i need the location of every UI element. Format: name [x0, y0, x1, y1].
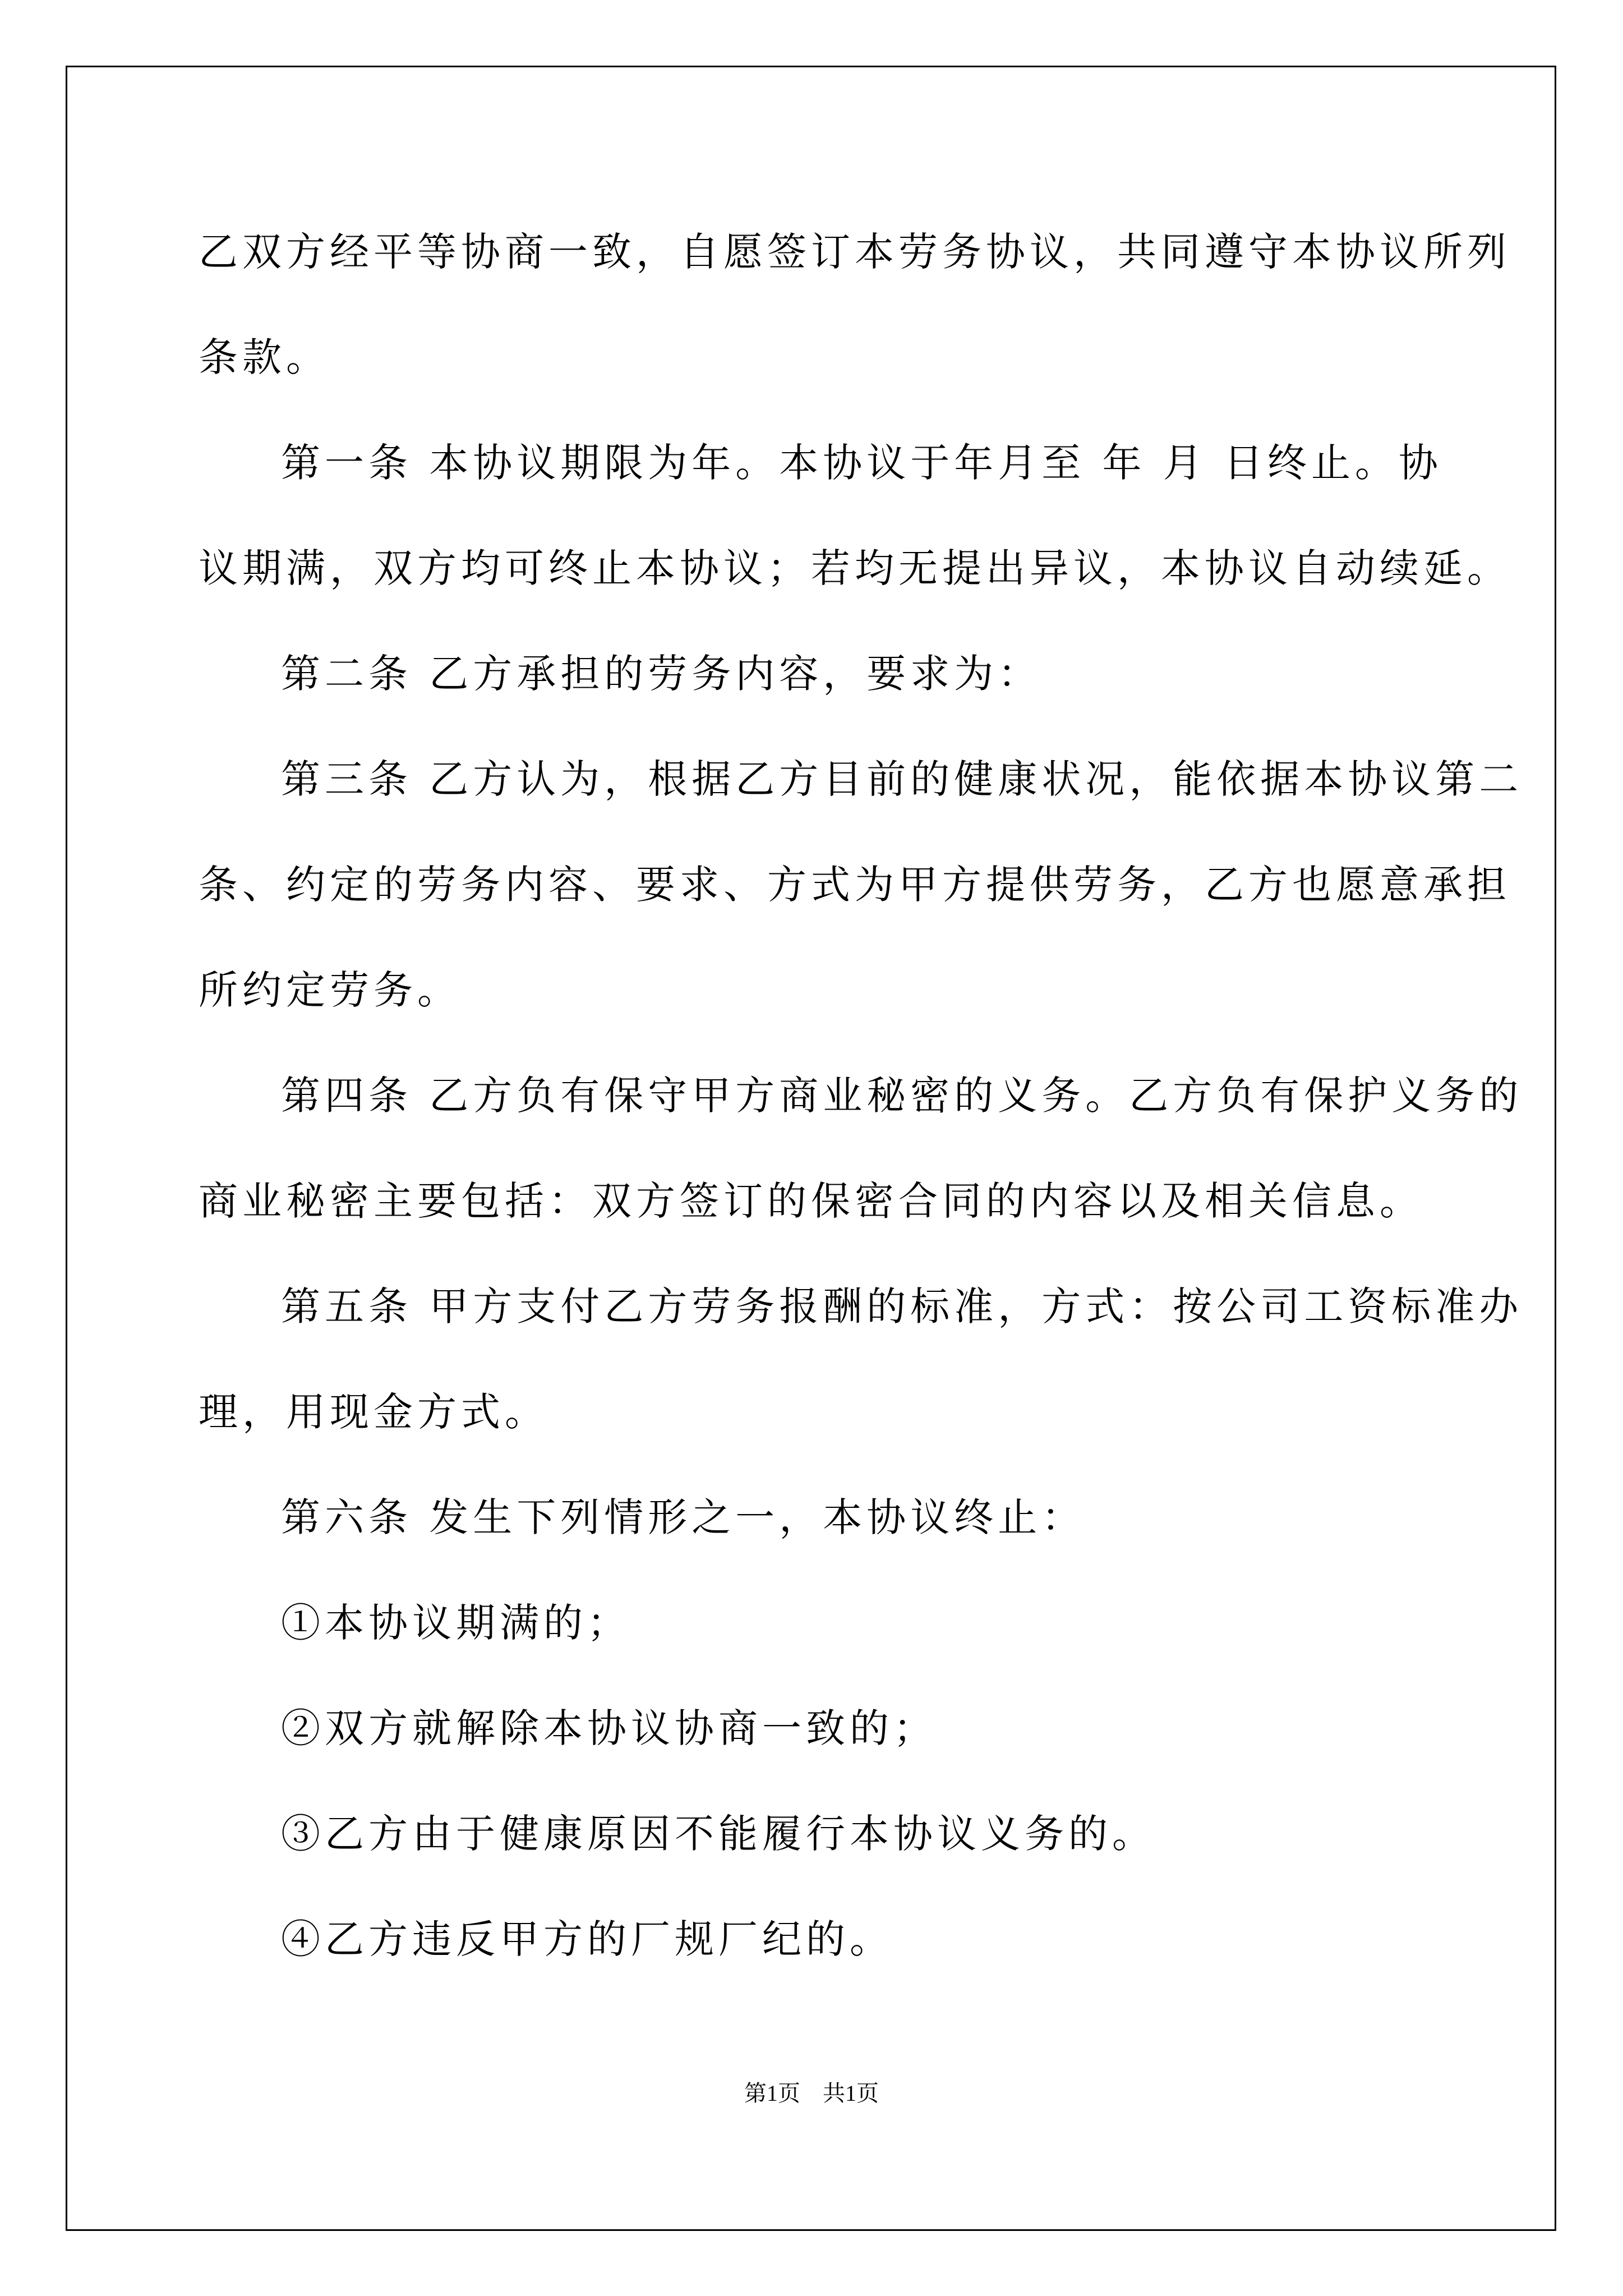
list-item: ①本协议期满的； — [281, 1600, 631, 1646]
paragraph-line: 第三条 乙方认为，根据乙方目前的健康状况，能依据本协议第二 — [281, 756, 1523, 802]
paragraph-line: 第四条 乙方负有保守甲方商业秘密的义务。乙方负有保护义务的 — [281, 1073, 1523, 1119]
paragraph-line: 商业秘密主要包括：双方签订的保密合同的内容以及相关信息。 — [199, 1178, 1423, 1224]
paragraph-line: 条款。 — [199, 334, 330, 380]
page-number-current: 第1页 — [744, 2081, 800, 2106]
list-item: ④乙方违反甲方的厂规厂纪的。 — [281, 1916, 893, 1962]
document-body — [199, 199, 1523, 1992]
paragraph-line: 条、约定的劳务内容、要求、方式为甲方提供劳务，乙方也愿意承担 — [199, 862, 1511, 908]
paragraph-line: 乙双方经平等协商一致，自愿签订本劳务协议，共同遵守本协议所列 — [199, 229, 1511, 275]
paragraph-line: 第五条 甲方支付乙方劳务报酬的标准，方式：按公司工资标准办 — [281, 1283, 1523, 1329]
page-footer — [0, 2076, 1623, 2108]
paragraph-line: 第六条 发生下列情形之一，本协议终止： — [281, 1494, 1086, 1540]
page-number-total: 共1页 — [823, 2081, 879, 2106]
list-item: ③乙方由于健康原因不能履行本协议义务的。 — [281, 1811, 1156, 1857]
paragraph-line: 议期满，双方均可终止本协议；若均无提出异议，本协议自动续延。 — [199, 545, 1511, 591]
paragraph-line: 第一条 本协议期限为年。本协议于年月至 年 月 日终止。协 — [281, 440, 1443, 486]
list-item: ②双方就解除本协议协商一致的； — [281, 1705, 937, 1751]
paragraph-line: 所约定劳务。 — [199, 967, 461, 1013]
paragraph-line: 第二条 乙方承担的劳务内容，要求为： — [281, 651, 1042, 697]
paragraph-line: 理，用现金方式。 — [199, 1389, 548, 1435]
